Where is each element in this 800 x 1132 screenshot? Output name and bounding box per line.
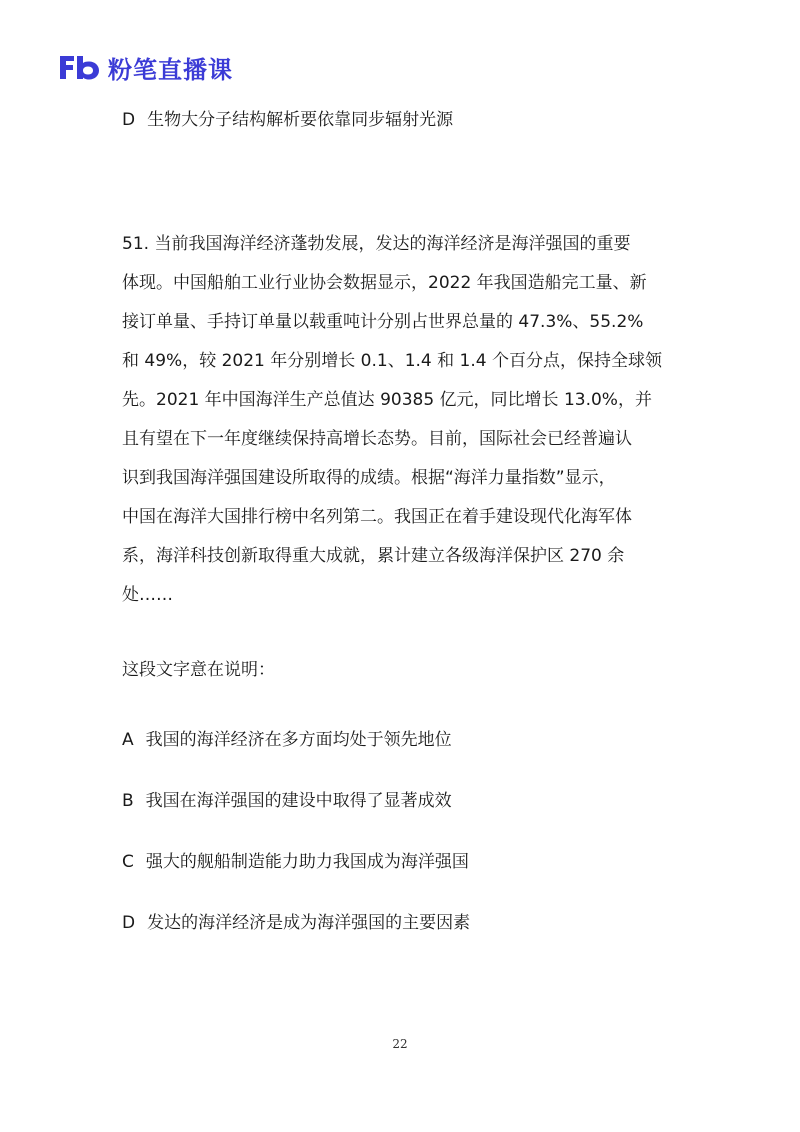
question-line: 体现。中国船舶工业行业协会数据显示，2022 年我国造船完工量、新	[122, 273, 647, 293]
brand-logo	[56, 50, 233, 84]
question-prompt: 这段文字意在说明：	[122, 660, 275, 680]
option-a	[122, 728, 452, 752]
question-line: 识到我国海洋强国建设所取得的成绩。根据“海洋力量指数”显示，	[122, 468, 616, 488]
fenbi-logo-icon	[56, 52, 102, 82]
option-d	[122, 911, 470, 935]
prev-option-d	[122, 108, 453, 132]
option-text: 强大的舰船制造能力助力我国成为海洋强国	[145, 852, 469, 872]
question-line: 和 49%，较 2021 年分别增长 0.1、1.4 和 1.4 个百分点，保持全球领	[122, 351, 662, 371]
option-letter: D	[122, 110, 136, 130]
question-line: 中国在海洋大国排行榜中名列第二。我国正在着手建设现代化海军体	[122, 507, 632, 527]
option-letter: C	[122, 852, 134, 872]
question-line: 且有望在下一年度继续保持高增长态势。目前，国际社会已经普遍认	[122, 429, 632, 449]
question-line: 处……	[122, 585, 173, 605]
page-number: 22	[392, 1037, 408, 1051]
question-line: 系，海洋科技创新取得重大成就，累计建立各级海洋保护区 270 余	[122, 546, 625, 566]
option-c	[122, 850, 469, 874]
option-text: 我国在海洋强国的建设中取得了显著成效	[145, 791, 452, 811]
option-letter: A	[122, 730, 134, 750]
option-text: 生物大分子结构解析要依靠同步辐射光源	[147, 110, 454, 130]
option-letter: B	[122, 791, 134, 811]
option-letter: D	[122, 913, 136, 933]
option-text: 我国的海洋经济在多方面均处于领先地位	[145, 730, 452, 750]
question-line: 先。2021 年中国海洋生产总值达 90385 亿元，同比增长 13.0%，并	[122, 390, 652, 410]
question-line: 接订单量、手持订单量以载重吨计分别占世界总量的 47.3%、55.2%	[122, 312, 644, 332]
brand-name: 粉笔直播课	[108, 55, 233, 84]
option-text: 发达的海洋经济是成为海洋强国的主要因素	[147, 913, 471, 933]
option-b	[122, 789, 452, 813]
question-line: 51. 当前我国海洋经济蓬勃发展，发达的海洋经济是海洋强国的重要	[122, 234, 631, 254]
